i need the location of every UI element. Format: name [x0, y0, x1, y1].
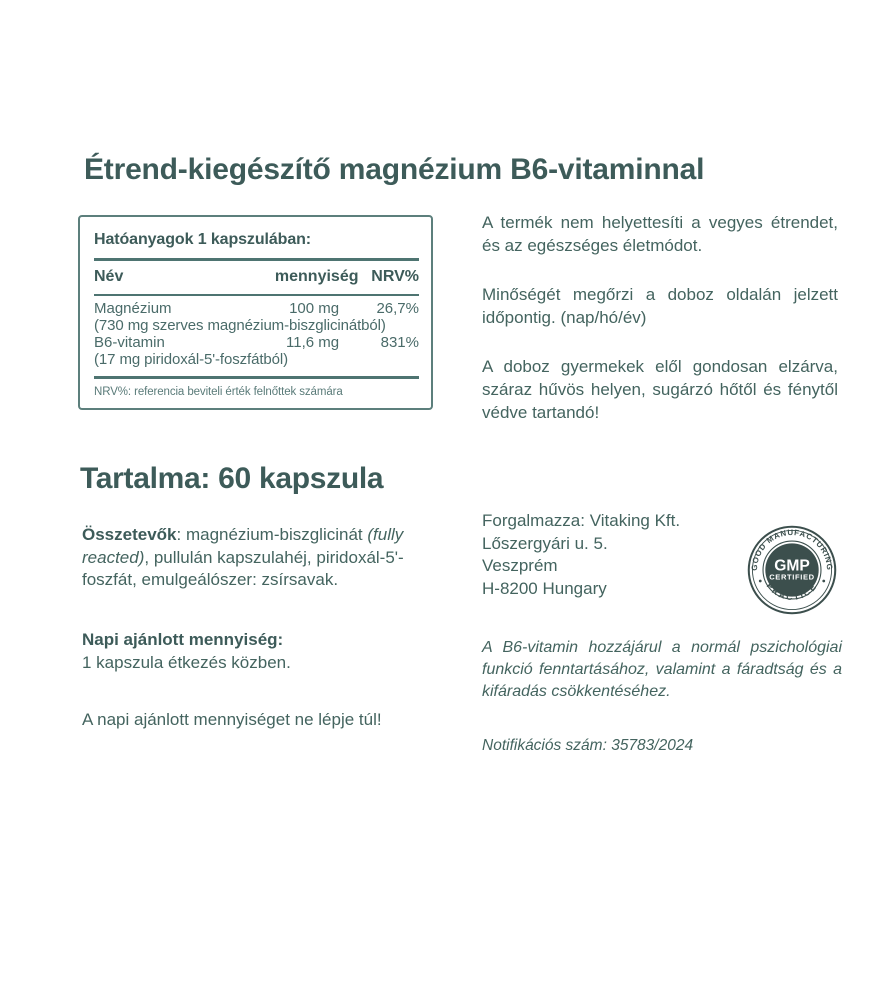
gmp-arc-top-text: GOOD MANUFACTURING	[749, 527, 835, 571]
contains-heading: Tartalma: 60 kapszula	[80, 462, 384, 495]
distributor-block	[482, 510, 844, 625]
nutrition-table-caption: Hatóanyagok 1 kapszulában:	[94, 231, 312, 248]
health-claim-text: A B6-vitamin hozzájárul a normál pszichológiai funkció fenntartásához, valamint a fáradtság és a kifáradás csökkentéséhez.	[482, 639, 842, 700]
row-name-b6: B6-vitamin	[94, 334, 165, 351]
distributor-address	[482, 510, 732, 600]
distributor-line-4: H-8200 Hungary	[482, 578, 607, 598]
paragraph-storage: A doboz gyermekek elől gondosan elzárva, száraz hűvös helyen, sugárzó hőtől és fénytől védve tartandó!	[482, 357, 838, 422]
gmp-arc-bottom-text: PRACTICE	[764, 580, 820, 603]
distributor-line-3: Veszprém	[482, 556, 558, 576]
distributor-line-2: Lőszergyári u. 5.	[482, 533, 608, 553]
row-amount-b6: 11,6 mg	[286, 334, 340, 351]
dosage-block	[82, 629, 454, 674]
table-row-note	[94, 317, 419, 334]
ingredients-text-after: , pullulán kapszulahéj, piridoxál-5'-foszfát, emulgeálószer: zsírsavak.	[82, 547, 404, 590]
column-header-name: Név	[94, 268, 124, 285]
ingredients-block	[82, 524, 454, 592]
table-row	[94, 334, 419, 351]
divider-header	[94, 294, 419, 296]
paragraph-best-before: Minőségét megőrzi a doboz oldalán jelzett időpontig. (nap/hó/év)	[482, 285, 838, 327]
dosage-title: Napi ajánlott mennyiség:	[82, 630, 284, 649]
row-name-magnesium: Magnézium	[94, 300, 172, 317]
warning-block	[82, 709, 454, 732]
nrv-footnote: NRV%: referencia beviteli érték felnőttek számára	[94, 386, 343, 398]
table-row	[94, 300, 419, 317]
warning-text: A napi ajánlott mennyiséget ne lépje túl!	[82, 710, 382, 729]
page-title: Étrend-kiegészítő magnézium B6-vitaminnal	[84, 153, 705, 186]
paragraph-diet-disclaimer: A termék nem helyettesíti a vegyes étrendet, és az egészséges életmódot.	[482, 213, 838, 255]
row-amount-magnesium: 100 mg	[289, 300, 340, 317]
gmp-center-sub: CERTIFIED	[769, 572, 815, 582]
left-column	[78, 215, 458, 410]
ingredients-text-before: magnézium-biszglicinát	[185, 525, 368, 544]
column-header-amount: mennyiség	[274, 268, 359, 285]
row-nrv-b6: 831%	[380, 334, 419, 351]
notification-number: Notifikációs szám: 35783/2024	[482, 737, 694, 754]
ingredients-italic-note: (fully reacted)	[82, 525, 404, 567]
nutrition-table-panel	[78, 215, 433, 410]
table-row-note	[94, 351, 419, 368]
divider-top	[94, 258, 419, 261]
dosage-text: 1 kapszula étkezés közben.	[82, 652, 291, 672]
row-source-magnesium: (730 mg szerves magnézium-biszglicinátból)	[94, 317, 386, 334]
table-header-row	[94, 268, 419, 288]
row-source-b6: (17 mg piridoxál-5'-foszfátból)	[94, 351, 289, 368]
ingredients-label: Összetevők	[82, 525, 177, 544]
right-column	[482, 212, 844, 424]
gmp-certified-icon	[746, 524, 838, 616]
ingredients-separator: :	[176, 525, 186, 544]
nutrition-table	[94, 268, 419, 288]
column-header-nrv: NRV%	[371, 268, 419, 285]
divider-bottom	[94, 376, 419, 379]
row-nrv-magnesium: 26,7%	[376, 300, 419, 317]
distributor-line-1: Forgalmazza: Vitaking Kft.	[482, 511, 681, 530]
gmp-center-main: GMP	[774, 557, 810, 575]
nutrition-table-body	[94, 300, 419, 368]
